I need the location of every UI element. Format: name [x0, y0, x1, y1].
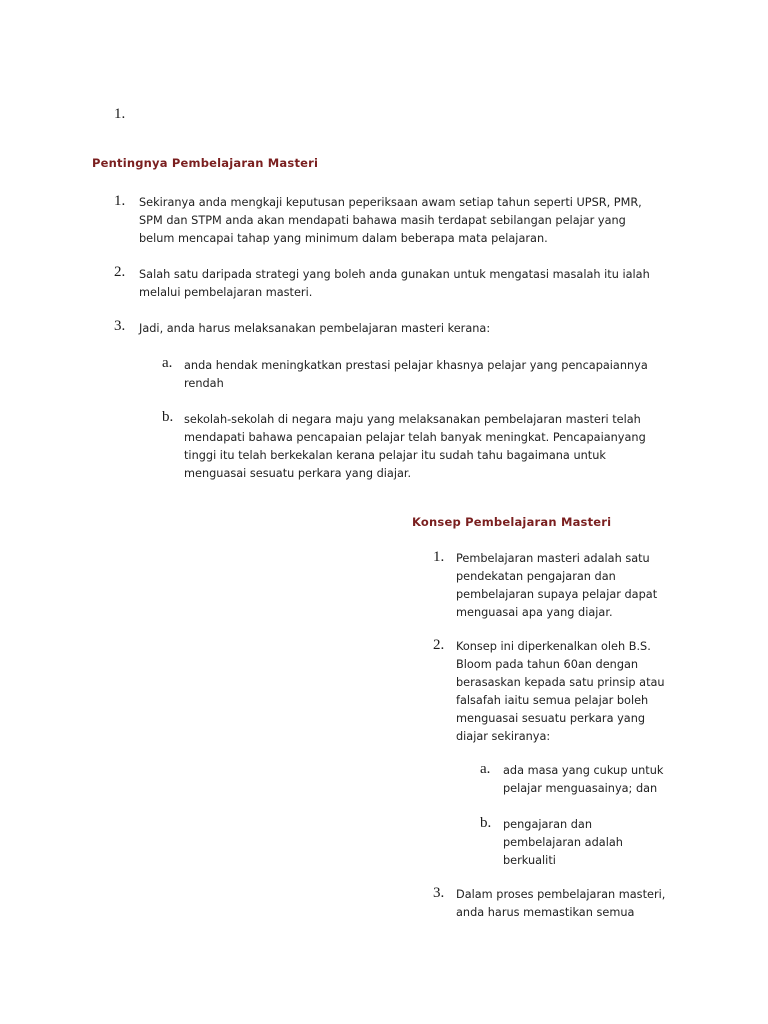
sublist-letter: b.	[480, 815, 492, 831]
sublist-item-text: pengajaran dan pembelajaran adalah berkualiti	[503, 818, 623, 867]
list-number: 1.	[114, 193, 126, 209]
list-item-text: Pembelajaran masteri adalah satu pendekatan pengajaran dan pembelajaran supaya pelajar dapat menguasai apa yang diajar.	[456, 552, 658, 619]
sublist-item-text: anda hendak meningkatkan prestasi pelajar khasnya pelajar yang pencapaiannya rendah	[184, 359, 648, 390]
list-number: 3.	[114, 318, 126, 334]
list-item-text: Konsep ini diperkenalkan oleh B.S. Bloom pada tahun 60an dengan berasaskan kepada satu prinsip atau falsafah iaitu semua pelajar boleh menguasai sesuatu perkara yang diajar sekiranya:	[456, 640, 665, 743]
list-item-text: Salah satu daripada strategi yang boleh anda gunakan untuk mengatasi masalah itu ialah melalui pembelajaran masteri.	[139, 268, 650, 299]
list-item-text: Sekiranya anda mengkaji keputusan peperiksaan awam setiap tahun seperti UPSR, PMR, SPM dan STPM anda akan mendapati bahawa masih terdapat sebilangan pelajar yang belum mencapai tahap yang minimum dalam beberapa mata pelajaran.	[139, 196, 642, 245]
sublist-letter: a.	[480, 761, 491, 777]
top-list-number: 1.	[114, 106, 126, 122]
sublist-item-text: ada masa yang cukup untuk pelajar menguasainya; dan	[503, 764, 664, 795]
section-heading-pentingnya: Pentingnya Pembelajaran Masteri	[92, 156, 319, 170]
list-number: 2.	[433, 637, 445, 653]
list-item-text: Dalam proses pembelajaran masteri, anda harus memastikan semua	[456, 888, 666, 919]
list-item-text: Jadi, anda harus melaksanakan pembelajaran masteri kerana:	[139, 322, 491, 335]
list-number: 2.	[114, 264, 126, 280]
list-number: 1.	[433, 549, 445, 565]
list-number: 3.	[433, 885, 445, 901]
sublist-item-text: sekolah-sekolah di negara maju yang melaksanakan pembelajaran masteri telah mendapati bahawa pencapaian pelajar telah banyak meningkat. Pencapaianyang tinggi itu telah berkekalan kerana pelajar itu sudah tahu bagaimana untuk menguasai sesuatu perkara yang diajar.	[184, 413, 646, 480]
sublist-letter: b.	[162, 409, 174, 425]
section-heading-konsep: Konsep Pembelajaran Masteri	[412, 515, 612, 529]
sublist-letter: a.	[162, 355, 173, 371]
